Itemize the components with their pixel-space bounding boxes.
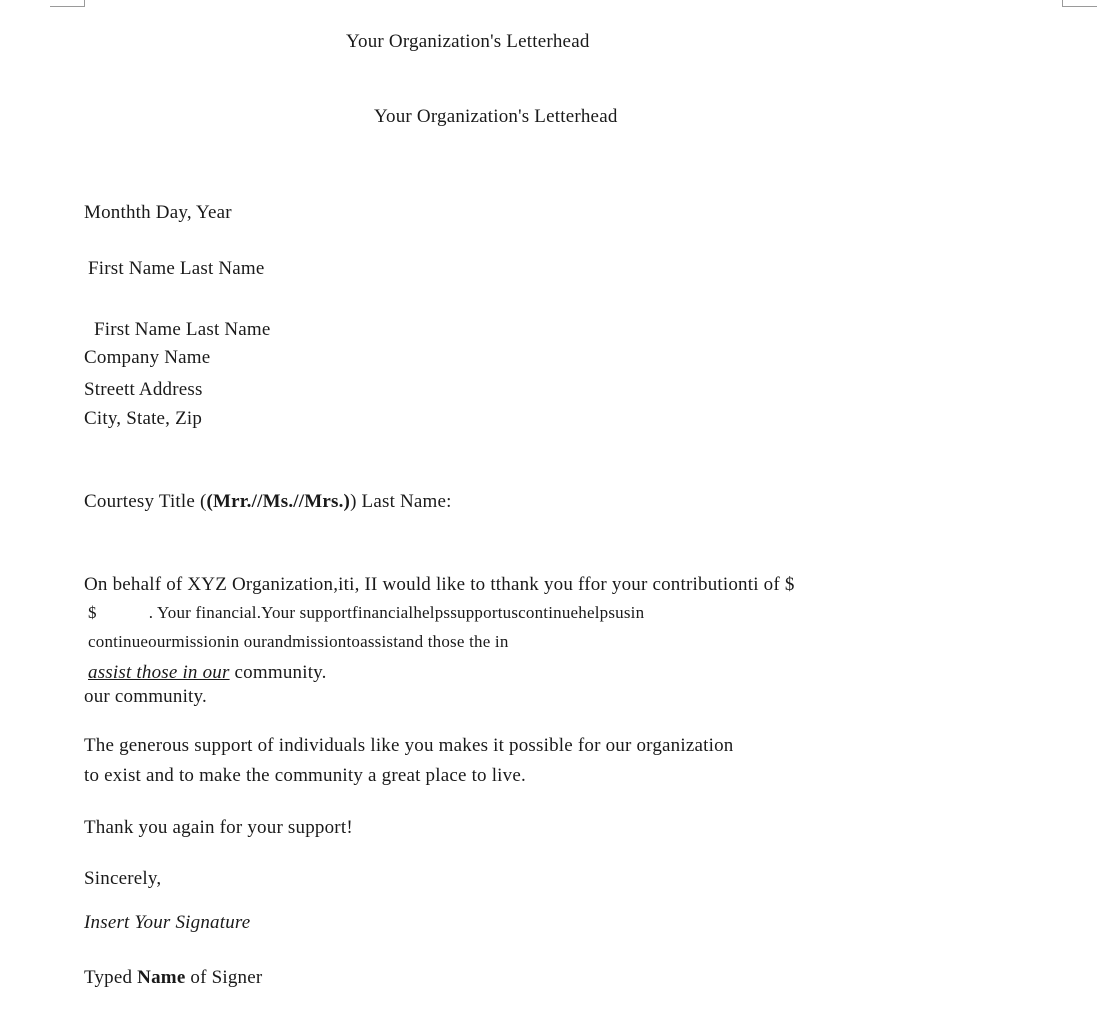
signer-name-word: Name bbox=[137, 967, 186, 988]
closing-line: Sincerely, bbox=[84, 868, 162, 889]
signer-prefix: Typed bbox=[84, 967, 138, 988]
paragraph1-dollar: $ bbox=[88, 603, 97, 622]
paragraph1-struck-text: assist those in our bbox=[88, 662, 230, 683]
date-line: Monthth Day, Year bbox=[84, 202, 232, 223]
signature-placeholder: Insert Your Signature bbox=[84, 912, 251, 933]
thanks-line: Thank you again for your support! bbox=[84, 817, 353, 838]
recipient-name-2: First Name Last Name bbox=[94, 319, 271, 340]
salutation-suffix: ) Last Name: bbox=[350, 491, 452, 512]
letterhead-line-1: Your Organization's Letterhead bbox=[346, 31, 590, 52]
page-corner-mark-left bbox=[50, 0, 85, 7]
recipient-name-1: First Name Last Name bbox=[88, 258, 265, 279]
letterhead-line-2: Your Organization's Letterhead bbox=[374, 106, 618, 127]
paragraph1-line-5: our community. bbox=[84, 686, 207, 707]
paragraph1-line-4-rest: community. bbox=[229, 662, 327, 683]
page-corner-mark-right bbox=[1062, 0, 1097, 7]
salutation-titles: (Mrr.//Ms.//Mrs.) bbox=[206, 491, 351, 512]
paragraph1-line-3: continueourmissionin ourandmissiontoassistand those the in bbox=[88, 632, 509, 651]
paragraph1-line-1: On behalf of XYZ Organization,iti, II would like to tthank you ffor your contributionti of $ bbox=[84, 574, 795, 595]
paragraph2-line-2: to exist and to make the community a great place to live. bbox=[84, 765, 526, 786]
paragraph1-line-4 bbox=[88, 661, 327, 685]
signer-suffix: of Signer bbox=[185, 967, 263, 988]
salutation bbox=[84, 490, 452, 514]
paragraph1-line-2 bbox=[88, 601, 644, 625]
recipient-street: Streett Address bbox=[84, 379, 203, 400]
recipient-city: City, State, Zip bbox=[84, 408, 203, 429]
signer-line bbox=[84, 966, 262, 990]
recipient-company: Company Name bbox=[84, 347, 211, 368]
paragraph2-line-1: The generous support of individuals like you makes it possible for our organization bbox=[84, 735, 734, 756]
salutation-prefix: Courtesy Title ( bbox=[84, 491, 207, 512]
paragraph1-line-2-text: . Your financial.Your supportfinancialhelpssupportuscontinuehelpsusin bbox=[148, 603, 645, 622]
